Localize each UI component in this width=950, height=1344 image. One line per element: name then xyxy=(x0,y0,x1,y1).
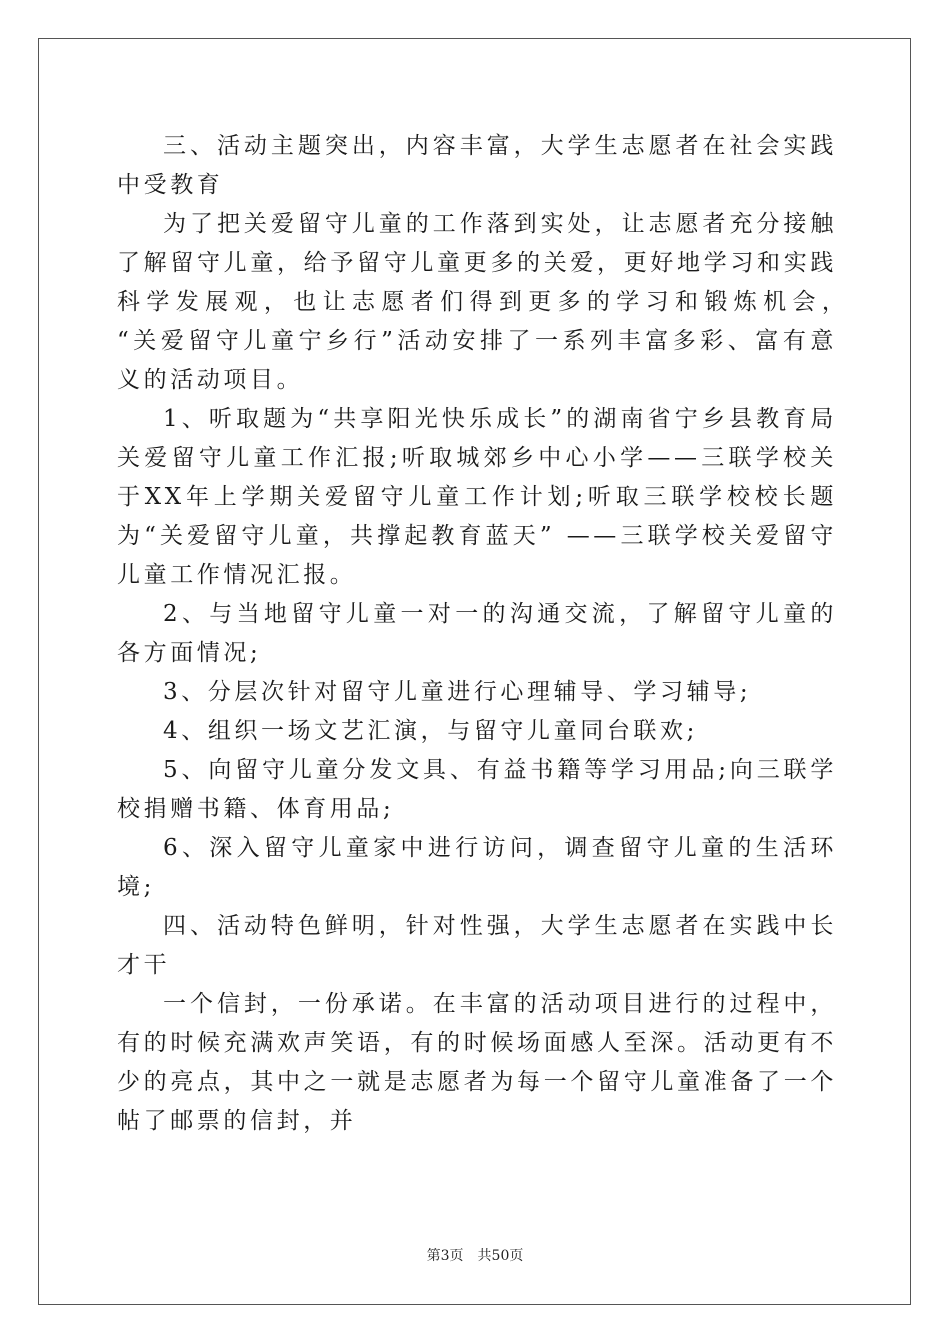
paragraph-envelope: 一个信封，一份承诺。在丰富的活动项目进行的过程中，有的时候充满欢声笑语，有的时候场面感人至深。活动更有不少的亮点，其中之一就是志愿者为每一个留守儿童准备了一个帖了邮票的信封，并 xyxy=(117,991,837,1134)
list-item-5: 5、向留守儿童分发文具、有益书籍等学习用品;向三联学校捐赠书籍、体育用品; xyxy=(117,757,837,822)
document-body xyxy=(117,127,864,1141)
list-item-4: 4、组织一场文艺汇演，与留守儿童同台联欢; xyxy=(163,718,698,744)
section-heading-3: 三、活动主题突出，内容丰富，大学生志愿者在社会实践中受教育 xyxy=(117,133,837,198)
paragraph-intro: 为了把关爱留守儿童的工作落到实处，让志愿者充分接触了解留守儿童，给予留守儿童更多的关爱，更好地学习和实践科学发展观，也让志愿者们得到更多的学习和锻炼机会， “关爱留守儿童宁乡行”活动安排了一系列丰富多彩、富有意义的活动项目。 xyxy=(117,211,864,393)
list-item-6: 6、深入留守儿童家中进行访问，调查留守儿童的生活环境; xyxy=(117,835,837,900)
page-number-footer: 第3页 共50页 xyxy=(426,1248,524,1264)
list-item-3: 3、分层次针对留守儿童进行心理辅导、学习辅导; xyxy=(163,679,752,705)
list-item-2: 2、与当地留守儿童一对一的沟通交流，了解留守儿童的各方面情况; xyxy=(117,601,837,666)
section-heading-4: 四、活动特色鲜明，针对性强，大学生志愿者在实践中长才干 xyxy=(117,913,837,978)
list-item-1: 1、听取题为“共享阳光快乐成长”的湖南省宁乡县教育局关爱留守儿童工作汇报;听取城郊乡中心小学——三联学校关于XX年上学期关爱留守儿童工作计划;听取三联学校校长题为“关爱留守儿童，共撑起教育蓝天” ——三联学校关爱留守儿童工作情况汇报。 xyxy=(117,406,837,588)
